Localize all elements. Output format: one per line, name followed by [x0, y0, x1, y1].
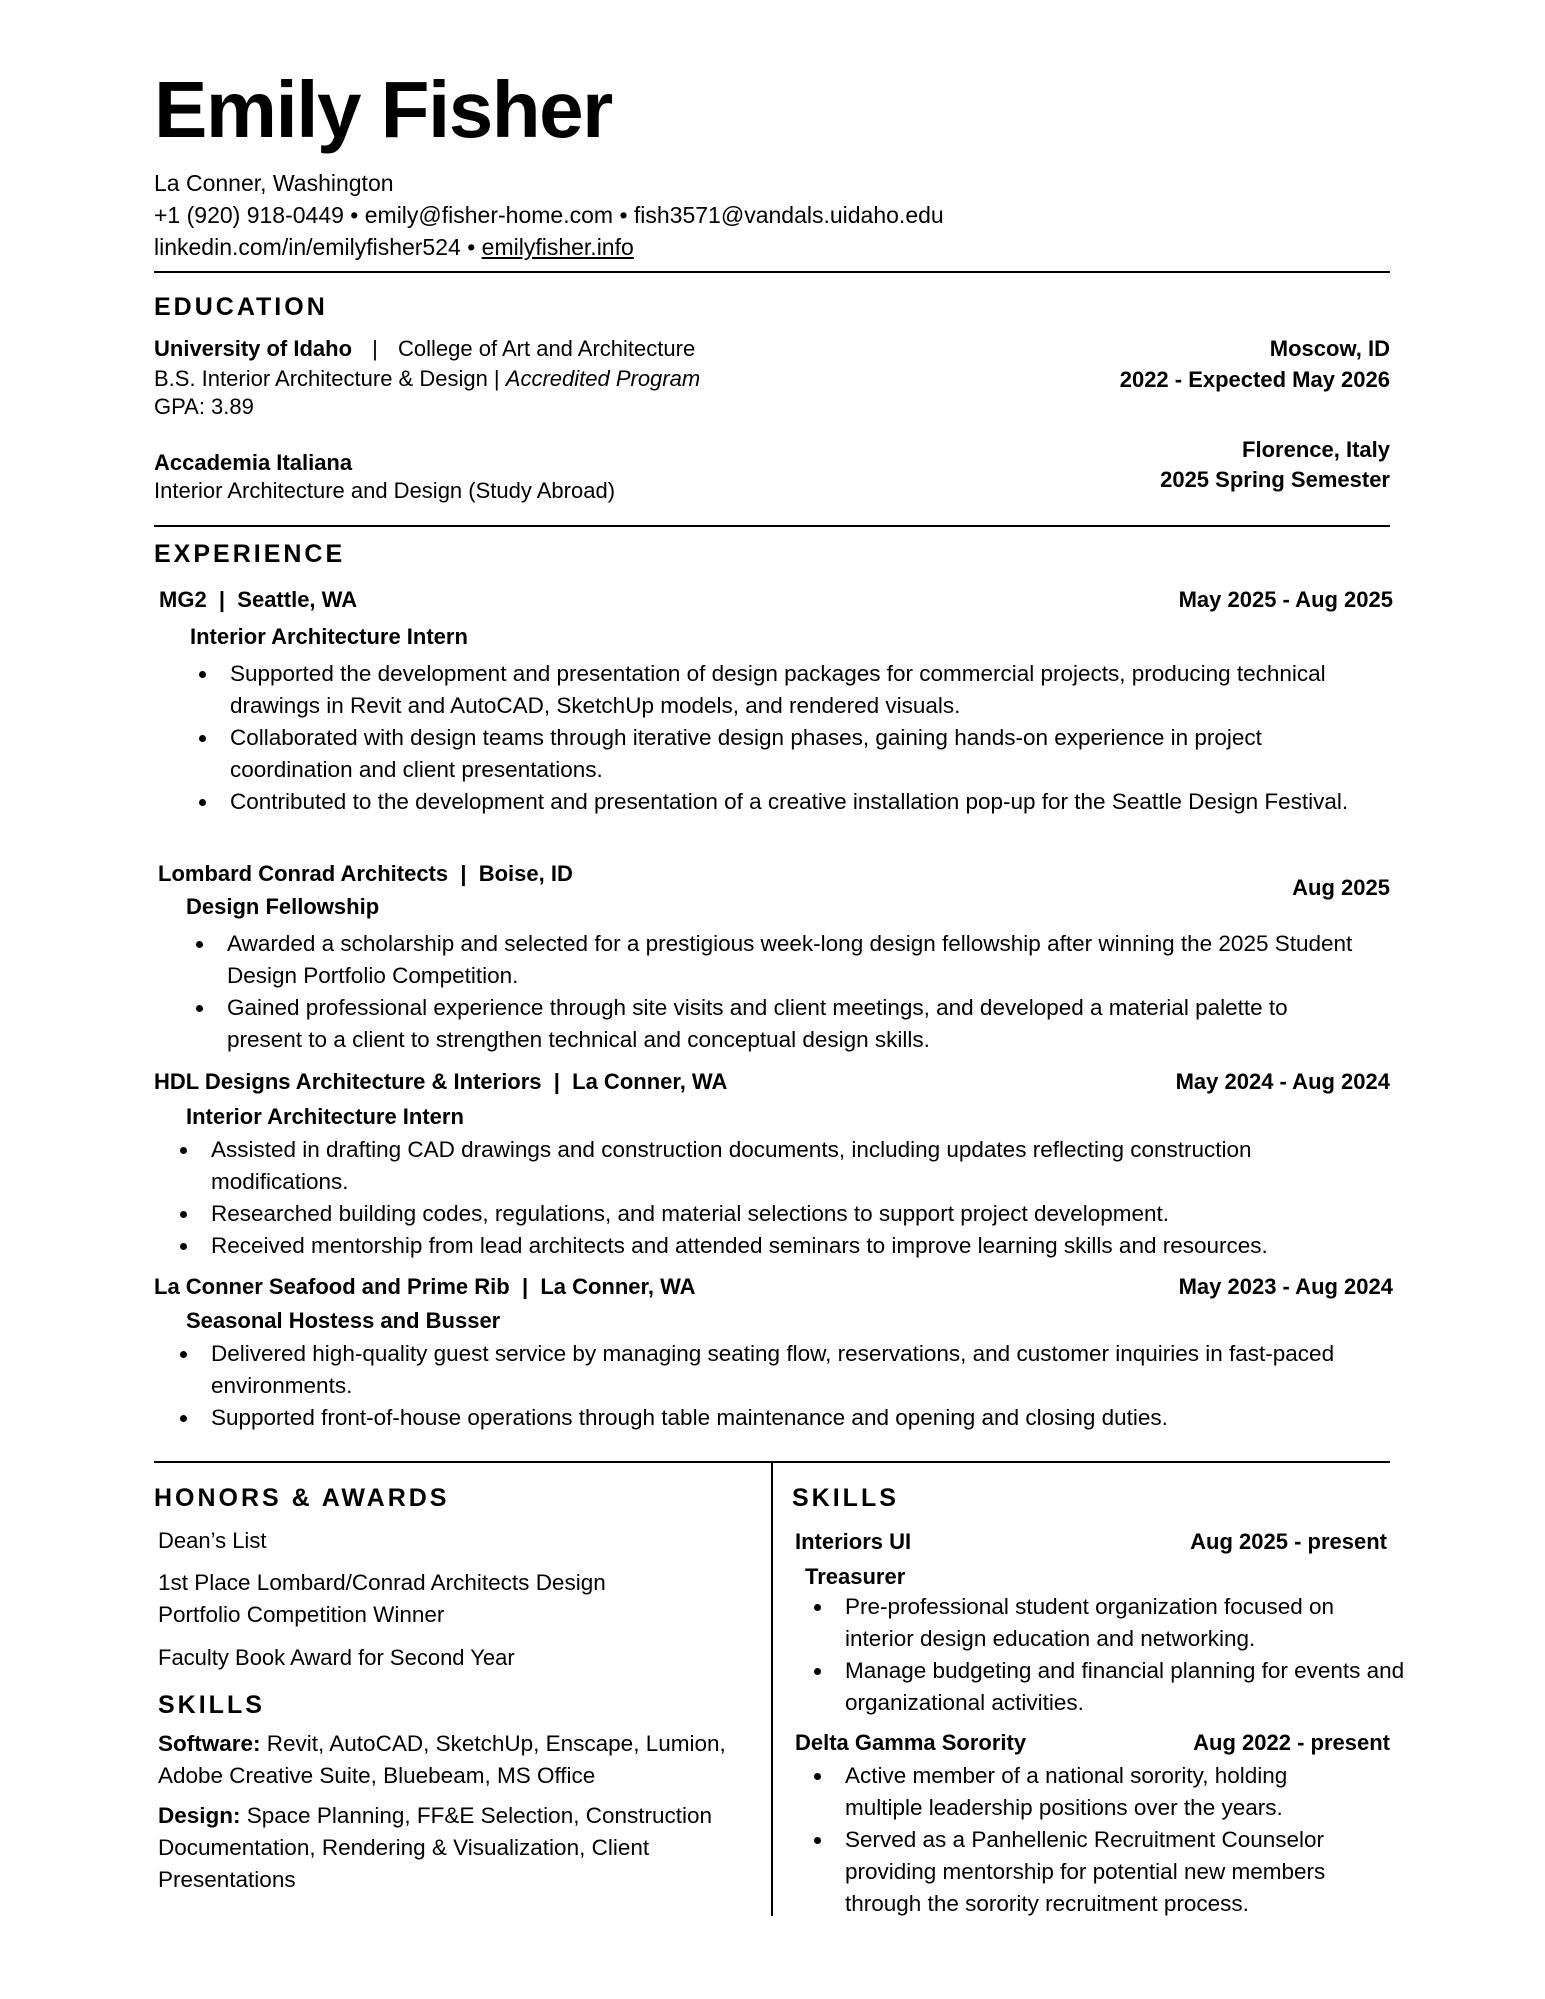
website-link[interactable]: emilyfisher.info: [481, 234, 634, 260]
separator: •: [467, 234, 476, 260]
list-item: Served as a Panhellenic Recruitment Counselor providing mentorship for potential new members through the sorority recruitment process.: [805, 1824, 1365, 1920]
education-location: Florence, Italy: [1242, 437, 1390, 462]
list-item: Collaborated with design teams through iterative design phases, gaining hands-on experience in project coordination and client presentations.: [190, 722, 1390, 786]
employer-line: MG2 | Seattle, WA: [159, 587, 358, 612]
job-bullets: [187, 928, 1367, 1056]
organization-role: Treasurer: [805, 1564, 906, 1589]
phone: +1 (920) 918-0449: [154, 202, 344, 228]
employer-line: Lombard Conrad Architects | Boise, ID: [158, 861, 573, 886]
education-location: Moscow, ID: [1269, 336, 1390, 361]
education-dates: 2022 - Expected May 2026: [1119, 367, 1390, 392]
skill-list: Space Planning, FF&E Selection, Construction Documentation, Rendering & Visualization, Client Presentations: [158, 1803, 713, 1892]
college-name: College of Art and Architecture: [398, 336, 696, 361]
skill-list: Revit, AutoCAD, SketchUp, Enscape, Lumion, Adobe Creative Suite, Bluebeam, MS Office: [158, 1731, 726, 1788]
job-title: Seasonal Hostess and Busser: [186, 1308, 501, 1333]
linkedin-link[interactable]: linkedin.com/in/emilyfisher524: [154, 234, 461, 260]
list-item: Delivered high-quality guest service by managing seating flow, reservations, and customer inquiries in fast-paced environments.: [171, 1338, 1391, 1402]
gpa: GPA: 3.89: [154, 394, 254, 419]
list-item: Awarded a scholarship and selected for a prestigious week-long design fellowship after winning the 2025 Student Design Portfolio Competition.: [187, 928, 1367, 992]
organization-name: Interiors UI: [795, 1529, 912, 1554]
program-name: Interior Architecture and Design (Study Abroad): [154, 478, 616, 503]
resume-name: Emily Fisher: [154, 65, 612, 154]
organization-dates: Aug 2025 - present: [1190, 1529, 1387, 1554]
organization-bullets: [805, 1760, 1365, 1920]
pipe-separator: |: [372, 336, 378, 361]
section-heading-honors: HONORS & AWARDS: [154, 1484, 450, 1512]
divider: [154, 525, 1390, 527]
honor-item: Faculty Book Award for Second Year: [158, 1645, 515, 1670]
email-link[interactable]: fish3571@vandals.uidaho.edu: [633, 202, 944, 228]
section-heading-education: EDUCATION: [154, 293, 328, 321]
design-skills: [158, 1800, 758, 1896]
column-divider: [771, 1463, 773, 1916]
job-dates: Aug 2025: [1292, 875, 1390, 900]
location: La Conner, Washington: [154, 170, 394, 196]
employer-line: HDL Designs Architecture & Interiors | La Conner, WA: [154, 1069, 728, 1094]
job-dates: May 2023 - Aug 2024: [1178, 1274, 1393, 1299]
job-title: Interior Architecture Intern: [186, 1104, 464, 1129]
skill-label: Software:: [158, 1731, 261, 1756]
school-name: University of Idaho: [154, 336, 353, 361]
degree: B.S. Interior Architecture & Design |: [154, 366, 506, 391]
organization-dates: Aug 2022 - present: [1193, 1730, 1390, 1755]
list-item: Researched building codes, regulations, and material selections to support project development.: [171, 1198, 1361, 1230]
list-item: Supported front-of-house operations through table maintenance and opening and closing duties.: [171, 1402, 1391, 1434]
employer-line: La Conner Seafood and Prime Rib | La Conner, WA: [154, 1274, 696, 1299]
organization-bullets: [805, 1591, 1405, 1719]
list-item: Gained professional experience through site visits and client meetings, and developed a material palette to present to a client to strengthen technical and conceptual design skills.: [187, 992, 1367, 1056]
links-line: [154, 231, 634, 263]
list-item: Manage budgeting and financial planning for events and organizational activities.: [805, 1655, 1405, 1719]
section-heading-experience: EXPERIENCE: [154, 540, 346, 568]
job-bullets: [190, 658, 1390, 818]
software-skills: [158, 1728, 758, 1792]
degree-line: [154, 364, 700, 394]
list-item: Received mentorship from lead architects and attended seminars to improve learning skills and resources.: [171, 1230, 1361, 1262]
degree-note: Accredited Program: [505, 366, 701, 391]
list-item: Contributed to the development and presentation of a creative installation pop-up for the Seattle Design Festival.: [190, 786, 1390, 818]
list-item: Active member of a national sorority, holding multiple leadership positions over the years.: [805, 1760, 1365, 1824]
honor-item: Dean’s List: [158, 1528, 267, 1553]
skill-label: Design:: [158, 1803, 241, 1828]
separator: •: [619, 202, 628, 228]
job-dates: May 2025 - Aug 2025: [1178, 587, 1393, 612]
job-title: Interior Architecture Intern: [190, 624, 468, 649]
honor-item: 1st Place Lombard/Conrad Architects Design Portfolio Competition Winner: [158, 1570, 606, 1627]
list-item: Supported the development and presentation of design packages for commercial projects, producing technical drawings in Revit and AutoCAD, SketchUp models, and rendered visuals.: [190, 658, 1390, 722]
job-bullets: [171, 1134, 1361, 1262]
contact-line: [154, 199, 944, 231]
section-heading-skills: SKILLS: [158, 1691, 265, 1719]
section-heading-skills: SKILLS: [792, 1484, 899, 1512]
job-dates: May 2024 - Aug 2024: [1175, 1069, 1390, 1094]
list-item: Assisted in drafting CAD drawings and construction documents, including updates reflecting construction modifications.: [171, 1134, 1361, 1198]
job-title: Design Fellowship: [186, 894, 380, 919]
separator: •: [350, 202, 359, 228]
email-link[interactable]: emily@fisher-home.com: [364, 202, 614, 228]
job-bullets: [171, 1338, 1391, 1434]
education-dates: 2025 Spring Semester: [1160, 467, 1390, 492]
divider: [154, 271, 1390, 273]
organization-name: Delta Gamma Sorority: [795, 1730, 1027, 1755]
list-item: Pre-professional student organization focused on interior design education and networking.: [805, 1591, 1405, 1655]
school-name: Accademia Italiana: [154, 450, 353, 475]
school-line: [154, 334, 695, 364]
